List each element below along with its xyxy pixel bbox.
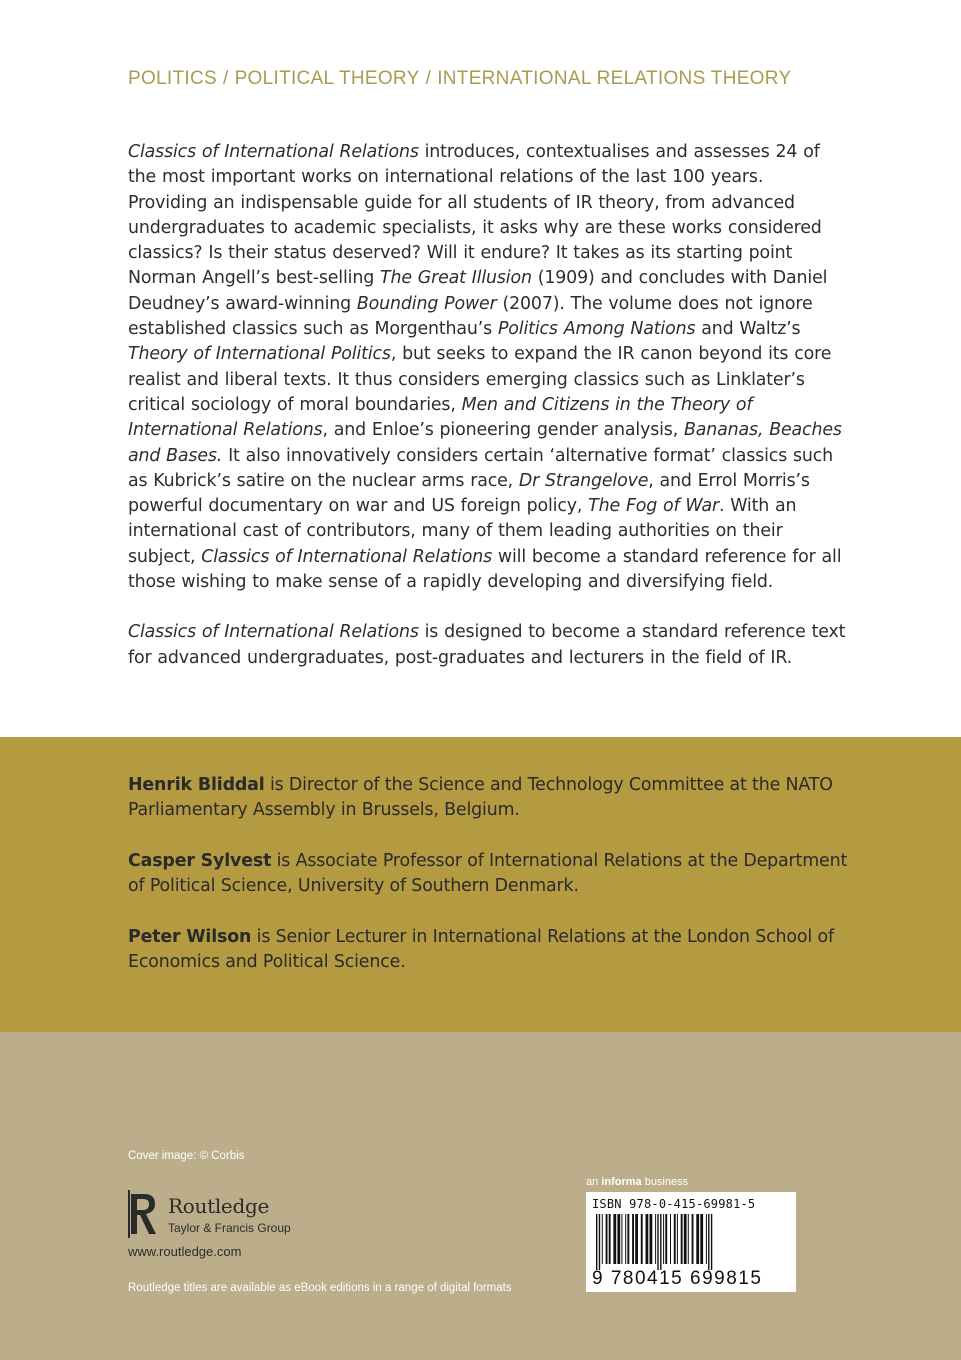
barcode-bar: [663, 1214, 664, 1264]
blurb-text: , and Errol Morris’s powerful documentary on war and US foreign policy,: [128, 470, 810, 517]
routledge-logo: [128, 1188, 328, 1240]
italic-title: The Great Illusion: [379, 268, 532, 289]
barcode-bar: [674, 1214, 676, 1264]
barcode-bar: [635, 1214, 638, 1264]
barcode-bar: [684, 1214, 687, 1264]
barcode-bar: [609, 1214, 611, 1264]
isbn-digits: 9 780415 699815: [592, 1268, 763, 1289]
italic-title: The Fog of War: [588, 496, 719, 517]
blurb-paragraph-2: [128, 620, 848, 671]
informa-business-label: [586, 1176, 688, 1188]
barcode-bar: [696, 1214, 699, 1264]
barcode-bar: [655, 1214, 656, 1264]
italic-title: Classics of International Relations: [128, 622, 419, 643]
informa-prefix: an: [586, 1176, 602, 1188]
routledge-r-icon: [128, 1190, 160, 1238]
blurb-text: (1909) and concludes with Daniel Deudney’s award-winning: [128, 268, 828, 314]
italic-title: Men and Citizens in the Theory of International Relations: [128, 394, 753, 441]
author-description: is Senior Lecturer in International Relations at the London School of Economics and Political Science.: [128, 927, 834, 973]
barcode-bar: [688, 1214, 689, 1264]
cover-image-credit: Cover image: © Corbis: [128, 1150, 245, 1162]
barcode-bars: [594, 1214, 790, 1270]
barcode-bar: [706, 1214, 707, 1264]
italic-title: Theory of International Politics: [128, 344, 391, 365]
isbn-barcode: [586, 1192, 796, 1292]
blurb-text: It also innovatively considers certain ‘alternative format’ classics such as Kubrick’s satire on the nuclear arms race,: [128, 445, 834, 491]
author-bio: [128, 849, 848, 900]
barcode-bar: [692, 1214, 694, 1264]
category-separator: /: [222, 68, 229, 89]
barcode-bar: [627, 1214, 629, 1264]
barcode-bar: [660, 1214, 661, 1270]
italic-title: Classics of International Relations: [128, 142, 419, 162]
category-political-theory: POLITICAL THEORY: [234, 68, 420, 89]
author-description: is Associate Professor of International Relations at the Department of Political Science, University of Southern Denmark.: [128, 851, 848, 897]
barcode-bar: [646, 1214, 649, 1264]
barcode-bar: [602, 1214, 603, 1264]
barcode-bar: [650, 1214, 653, 1264]
blurb-text: and Waltz’s: [695, 319, 801, 340]
author-name: Henrik Bliddal: [128, 775, 265, 795]
publisher-footer: [0, 1032, 961, 1360]
book-blurb: [128, 140, 848, 671]
barcode-bar: [613, 1214, 616, 1264]
barcode-bar: [632, 1214, 634, 1264]
blurb-text: is designed to become a standard reference text for advanced undergraduates, post-graduates and lecturers in the field of IR.: [128, 622, 846, 668]
publisher-group: Taylor & Francis Group: [168, 1221, 291, 1235]
blurb-text: , but seeks to expand the IR canon beyond its core realist and liberal texts. It thus considers emerging classics such as Linklater’s critical sociology of moral boundaries,: [128, 344, 832, 415]
blurb-paragraph-1: [128, 140, 848, 595]
barcode-bar: [700, 1214, 703, 1264]
barcode-bar: [711, 1214, 712, 1270]
publisher-name: Routledge: [168, 1194, 269, 1218]
blurb-text: will become a standard reference for all those wishing to make sense of a rapidly developing and diversifying field.: [128, 546, 842, 593]
barcode-bar: [617, 1214, 620, 1264]
barcode-bar: [670, 1214, 671, 1264]
barcode-bar: [606, 1214, 608, 1264]
italic-title: Politics Among Nations: [497, 319, 696, 340]
barcode-bar: [641, 1214, 643, 1264]
category-ir-theory: INTERNATIONAL RELATIONS THEORY: [437, 68, 792, 89]
italic-title: Dr Strangelove: [518, 470, 649, 491]
informa-suffix: business: [641, 1176, 689, 1188]
barcode-bar: [665, 1214, 667, 1264]
author-bios: [128, 773, 848, 1001]
barcode-bar: [708, 1214, 709, 1270]
author-bio: [128, 925, 848, 976]
blurb-text: introduces, contextualises and assesses 24 of the most important works on international relations of the last 100 years. Providing an indispensable guide for all students of IR theory, from advanced undergraduates to academic specialists, it asks why are these works considered classics? Is their status deserved? Will it endure? It takes as its starting point Norman Angell’s best-selling: [128, 142, 822, 289]
author-name: Peter Wilson: [128, 927, 252, 948]
isbn-label: ISBN 978-0-415-69981-5: [592, 1197, 756, 1211]
informa-name: informa: [601, 1176, 642, 1188]
category-politics: POLITICS: [128, 68, 217, 89]
barcode-bar: [596, 1214, 597, 1270]
author-description: is Director of the Science and Technology Committee at the NATO Parliamentary Assembly in Brussels, Belgium.: [128, 775, 833, 821]
barcode-bar: [681, 1214, 683, 1264]
author-name: Casper Sylvest: [128, 851, 272, 872]
italic-title: Bounding Power: [356, 293, 497, 314]
italic-title: Classics of International Relations: [201, 546, 492, 567]
author-bios-section: [0, 737, 961, 1032]
barcode-bar: [599, 1214, 600, 1270]
barcode-bar: [625, 1214, 626, 1264]
author-bio: [128, 773, 848, 824]
barcode-bar: [621, 1214, 622, 1264]
publisher-website: www.routledge.com: [128, 1244, 242, 1259]
blurb-text: . With an international cast of contributors, many of them leading authorities on their subject,: [128, 496, 797, 567]
barcode-bar: [657, 1214, 658, 1270]
blurb-text: (2007). The volume does not ignore established classics such as Morgenthau’s: [128, 293, 813, 340]
italic-title: Bananas, Beaches and Bases.: [128, 420, 842, 466]
subject-categories: [128, 68, 791, 90]
category-separator: /: [425, 68, 432, 89]
barcode-bar: [677, 1214, 678, 1264]
blurb-text: , and Enloe’s pioneering gender analysis,: [322, 420, 684, 441]
ebook-availability-note: Routledge titles are available as eBook editions in a range of digital formats: [128, 1282, 512, 1294]
